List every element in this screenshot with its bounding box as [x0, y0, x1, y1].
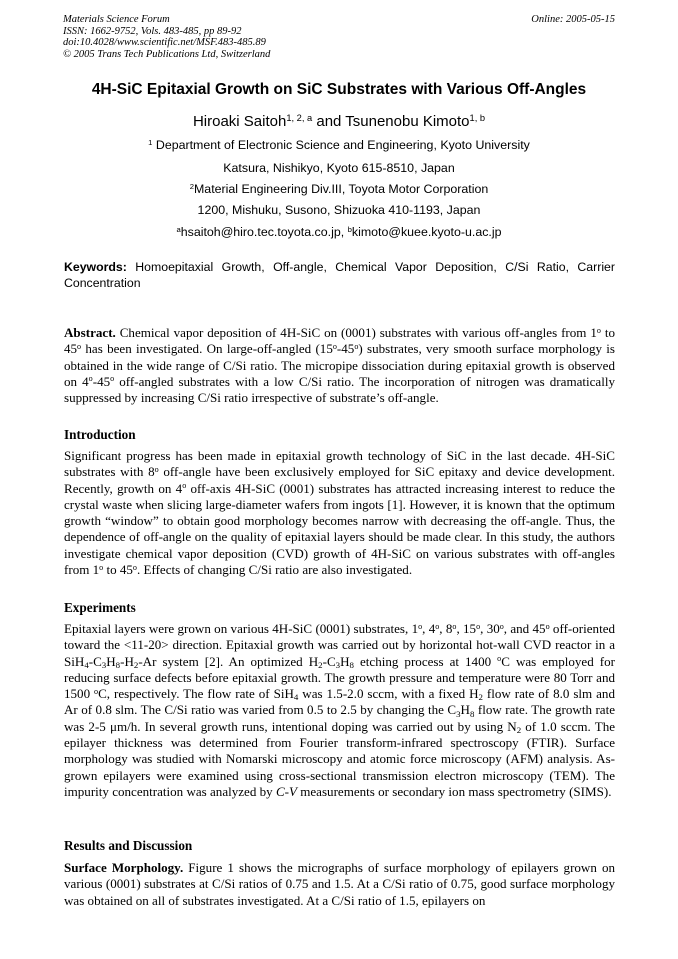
degree-mark: o — [182, 481, 187, 491]
exp-text: Epitaxial layers were grown on various 4H-SiC (0001) substrates, 1 — [64, 621, 419, 636]
exp-text: was 1.5-2.0 sccm, with a fixed H — [298, 686, 479, 702]
affiliation-2-address: 1200, Mishuku, Susono, Shizuoka 410-1193, Japan — [197, 203, 481, 217]
subscript: 2 — [133, 659, 139, 670]
exp-text: , 8 — [439, 621, 453, 636]
degree-mark: o — [154, 464, 159, 474]
degree-mark: o — [435, 621, 440, 631]
subscript: 4 — [84, 659, 89, 670]
issn-line: ISSN: 1662-9752, Vols. 483-485, pp 89-92 — [63, 25, 242, 37]
abstract-text: -45 — [92, 373, 111, 389]
exp-text: measurements or secondary ion mass spectrometry (SIMS). — [296, 783, 612, 799]
abstract-text: -45 — [336, 341, 355, 357]
affiliation-2 — [40, 182, 638, 196]
copyright-line: © 2005 Trans Tech Publications Ltd, Switzerland — [63, 48, 271, 60]
intro-text: Significant progress has been made in epitaxial growth technology of SiC in the last decade. 4H-SiC substrates with 8 — [64, 448, 615, 480]
subscript: 2 — [478, 692, 483, 703]
degree-mark: o — [545, 621, 550, 631]
abstract-text: Chemical vapor deposition of 4H-SiC on (0001) substrates with various off-angles from 1 — [115, 325, 597, 340]
affiliation-2-marker: 2 — [189, 181, 194, 191]
doi-line: doi:10.4028/www.scientific.net/MSF.483-485.89 — [63, 37, 266, 49]
exp-text: -H — [120, 653, 134, 669]
exp-text: -C — [88, 653, 102, 669]
degree-mark: o — [132, 562, 137, 572]
journal-header — [63, 14, 270, 60]
keywords-text: Homoepitaxial Growth, Off-angle, Chemical Vapor Deposition, C/Si Ratio, Carrier Concentration — [64, 260, 615, 290]
affiliation-1 — [40, 138, 638, 152]
exp-text: H — [106, 653, 116, 669]
degree-mark: o — [77, 341, 82, 351]
affiliation-1-address: Katsura, Nishikyo, Kyoto 615-8510, Japan — [223, 161, 455, 175]
introduction-paragraph — [64, 448, 615, 578]
exp-text: flow rate. The growth rate was 2-5 μm/h. In several growth runs, intentional doping was carried out by using N — [64, 702, 615, 734]
keywords-label: Keywords: — [64, 260, 127, 274]
affiliation-2-name: Material Engineering Div.III, Toyota Motor Corporation — [193, 182, 489, 196]
abstract — [64, 325, 615, 406]
intro-text: . Effects of changing C/Si ratio are also investigated. — [136, 562, 413, 578]
exp-text: off-oriented toward the <11-20> direction. Epitaxial growth was carried out by horizontal hot-wall CVD reactor in a SiH — [64, 621, 616, 669]
degree-mark: o — [99, 562, 104, 572]
subscript: 3 — [335, 659, 341, 670]
email-b-marker: b — [347, 224, 352, 234]
degree-mark: o — [452, 621, 457, 631]
degree-mark: o — [332, 341, 337, 351]
degree-mark: o — [497, 654, 502, 664]
exp-text: , 4 — [422, 621, 436, 636]
results-paragraph — [64, 860, 615, 909]
exp-text: etching process at 1400 — [353, 653, 498, 669]
subscript: 8 — [349, 659, 354, 670]
exp-text: -Ar system [2]. An optimized H — [138, 653, 319, 669]
degree-mark: o — [88, 374, 93, 384]
introduction-heading: Introduction — [64, 427, 136, 442]
email-a-marker: a — [176, 224, 181, 234]
keywords — [64, 260, 615, 291]
email-line — [40, 225, 638, 239]
experiments-paragraph — [64, 621, 615, 800]
author-kimoto: Tsunenobu Kimoto — [345, 113, 470, 130]
experiments-heading: Experiments — [64, 600, 136, 615]
degree-mark: o — [110, 374, 115, 384]
degree-mark: o — [596, 325, 601, 335]
author-saitoh-affil: 1, 2, a — [286, 112, 313, 123]
intro-text: off-angle have been exclusively employed for SiC epitaxy and device development. Recently, growth on 4 — [64, 464, 616, 496]
author-kimoto-affil: 1, b — [469, 112, 486, 123]
exp-text: C was employed for reducing surface defects before epitaxial growth. The growth pressure and temperature were 80 Torr and 1500 — [64, 653, 615, 702]
exp-text: H — [460, 702, 470, 718]
author-saitoh: Hiroaki Saitoh — [192, 113, 287, 130]
journal-name: Materials Science Forum — [63, 14, 170, 25]
degree-mark: o — [499, 621, 504, 631]
subscript: 2 — [318, 659, 323, 670]
results-heading: Results and Discussion — [64, 838, 193, 853]
degree-mark: o — [354, 341, 359, 351]
degree-mark: o — [418, 621, 423, 631]
subscript: 4 — [293, 692, 299, 703]
subscript: 3 — [456, 708, 461, 719]
exp-text: H — [340, 653, 350, 669]
intro-text: off-axis 4H-SiC (0001) substrates has attracted increasing interest to reduce the crystal waste when slicing large-diameter wafers from ingots [1]. However, it is known that the optimum growth “window” to obtain good morphology becomes narrow with decreasing the off-angle. Thus, the dependence of off-angle on the quality of epitaxial layers should be made clear. In this study, the authors investigate chemical vapor deposition (CVD) growth of 4H-SiC on various substrates with off-angles from 1 — [64, 480, 615, 578]
affiliation-1-marker: 1 — [148, 137, 153, 147]
degree-mark: o — [94, 686, 99, 696]
degree-mark: o — [476, 621, 481, 631]
exp-text: C, respectively. The flow rate of SiH — [98, 686, 294, 702]
email-saitoh[interactable]: hsaitoh@hiro.tec.toyota.co.jp, — [180, 225, 348, 239]
online-date: Online: 2005-05-15 — [531, 14, 615, 25]
cv-term: C-V — [275, 783, 297, 799]
email-kimoto[interactable]: kimoto@kuee.kyoto-u.ac.jp — [351, 225, 502, 239]
exp-text: flow rate of 8.0 slm and Ar of 0.8 slm. The C/Si ratio was varied from 0.5 to 2.5 by changing the C — [64, 686, 615, 718]
author-line — [40, 113, 638, 130]
intro-text: to 45 — [103, 562, 133, 578]
subscript: 8 — [469, 708, 475, 719]
affiliation-1-name: Department of Electronic Science and Engineering, Kyoto University — [152, 138, 530, 152]
abstract-text: off-angled substrates with a low C/Si ratio. The incorporation of nitrogen was dramatically suppressed by increasing C/Si ratio irrespective of substrate’s off-angle. — [64, 373, 615, 406]
abstract-text: ) substrates, very smooth surface morphology is obtained in the wide range of C/Si ratio. The micropipe dissociation during epitaxial growth is observed on 4 — [64, 341, 615, 389]
paper-title: 4H-SiC Epitaxial Growth on SiC Substrates with Various Off-Angles — [91, 81, 587, 98]
abstract-text: to 45 — [64, 325, 615, 357]
subscript: 3 — [101, 659, 107, 670]
subscript: 2 — [516, 724, 522, 735]
exp-text: , 30 — [480, 621, 500, 636]
exp-text: of 1.0 sccm. The epilayer thickness was determined from Fourier transform-infrared spectroscopy (FTIR). Surface morphology was studied with Nomarski microscopy and atomic force microscopy (AFM) analysis. As-grown epilayers were examined using cross-sectional transmission electron microscopy (TEM). The impurity concentration was analyzed by — [64, 718, 616, 799]
exp-text: , and 45 — [503, 621, 546, 636]
subscript: 8 — [115, 659, 121, 670]
author-conjunction: and — [312, 113, 346, 130]
results-text: Figure 1 shows the micrographs of surface morphology of epilayers grown on various (0001) substrates at C/Si ratios of 0.75 and 1.5. At a C/Si ratio of 0.75, good surface morphology was obtained on all of substrates investigated. At a C/Si ratio of 1.5, epilayers on — [64, 860, 615, 908]
surface-morphology-label: Surface Morphology. — [64, 860, 184, 875]
exp-text: -C — [322, 653, 336, 669]
abstract-label: Abstract. — [64, 325, 116, 340]
exp-text: , 15 — [456, 621, 477, 636]
abstract-text: has been investigated. On large-off-angled (15 — [81, 341, 333, 357]
